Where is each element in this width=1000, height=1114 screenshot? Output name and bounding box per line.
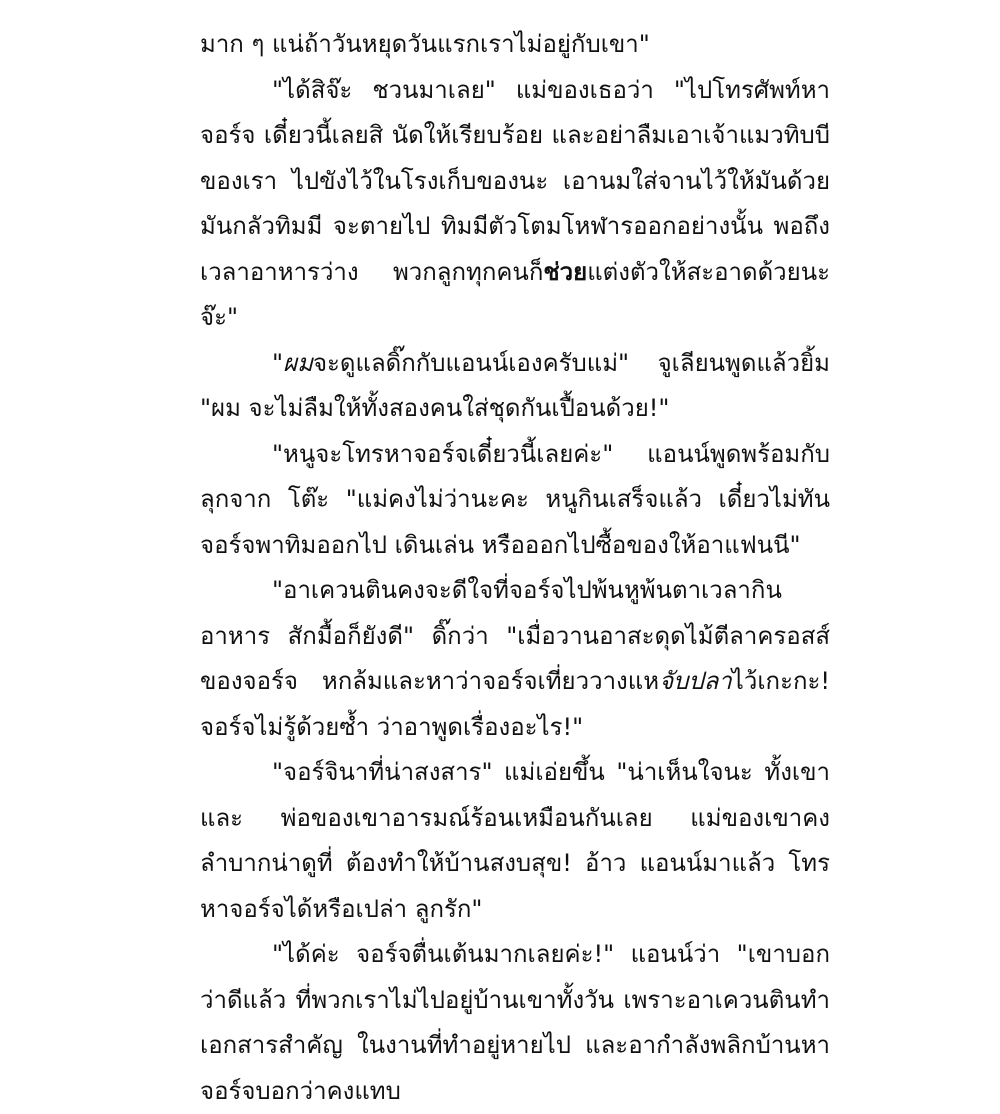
text-run: " [272,348,284,377]
text-run: "อาเควนตินคงจะดีใจที่จอร์จไปพ้นหูพ้นตาเวลากินอาหาร สักมื้อก็ยังดี" ดิ๊กว่า "เมื่อวานอาสะดุดไม้ตีลาครอสส์ของจอร์จ หกล้มและหาว่าจอร์จเที่ยววางแห [200,576,830,695]
paragraph [200,568,830,750]
italic-text-run: ผม [283,348,313,377]
paragraph [200,432,830,569]
text-run: "จอร์จินาที่น่าสงสาร" แม่เอ่ยขึ้น "น่าเห็นใจนะ ทั้งเขาและ พ่อของเขาอารมณ์ร้อนเหมือนกันเลย แม่ของเขาคงลำบากน่าดูที่ ต้องทำให้บ้านสงบสุข! อ้าว แอนน์มาแล้ว โทรหาจอร์จได้หรือเปล่า ลูกรัก" [200,758,830,923]
text-run: "ได้ค่ะ จอร์จตื่นเต้นมากเลยค่ะ!" แอนน์ว่า "เขาบอกว่าดีแล้ว ที่พวกเราไม่ไปอยู่บ้านเขาทั้งวัน เพราะอาเควนตินทำเอกสารสำคัญ ในงานที่ทำอยู่หายไป และอากำลังพลิกบ้านหา จอร์จบอกว่าคงแทบ [200,940,830,1105]
paragraph [200,68,830,341]
paragraph [200,932,830,1114]
paragraph [200,341,830,432]
text-run: มาก ๆ แน่ถ้าวันหยุดวันแรกเราไม่อยู่กับเขา" [200,30,650,58]
text-run: จะดูแลดิ๊กกับแอนน์เองครับแม่" จูเลียนพูดแล้วยิ้ม "ผม จะไม่ลืมให้ทั้งสองคนใส่ชุดกันเปื้อนด้วย!" [200,348,830,422]
book-page-text [200,22,830,1114]
text-run: แต่งตัวให้สะอาดด้วยนะจ๊ะ" [200,257,830,331]
italic-text-run: จับปลา [659,667,732,695]
paragraph [200,750,830,932]
paragraph [200,22,830,68]
text-run: "ได้สิจ๊ะ ชวนมาเลย" แม่ของเธอว่า "ไปโทรศัพท์หาจอร์จ เดี๋ยวนี้เลยสิ นัดให้เรียบร้อย และอย่าลืมเอาเจ้าแมวทิบบีของเรา ไปขังไว้ในโรงเก็บของนะ เอานมใส่จานไว้ให้มันด้วย มันกลัวทิมมี จะตายไป ทิมมีตัวโตมโหฬารออกอย่างนั้น พอถึงเวลาอาหารว่าง พวกลูกทุกคนก็ [200,75,830,286]
text-run: ไว้เกะกะ! จอร์จไม่รู้ด้วยซ้ำ ว่าอาพูดเรื่องอะไร!" [200,667,830,741]
text-run: "หนูจะโทรหาจอร์จเดี๋ยวนี้เลยค่ะ" แอนน์พูดพร้อมกับลุกจาก โต๊ะ "แม่คงไม่ว่านะคะ หนูกินเสร็จแล้ว เดี๋ยวไม่ทันจอร์จพาทิมออกไป เดินเล่น หรือออกไปซื้อของให้อาแฟนนี" [200,439,830,559]
bold-text-run: ช่วย [543,257,588,286]
